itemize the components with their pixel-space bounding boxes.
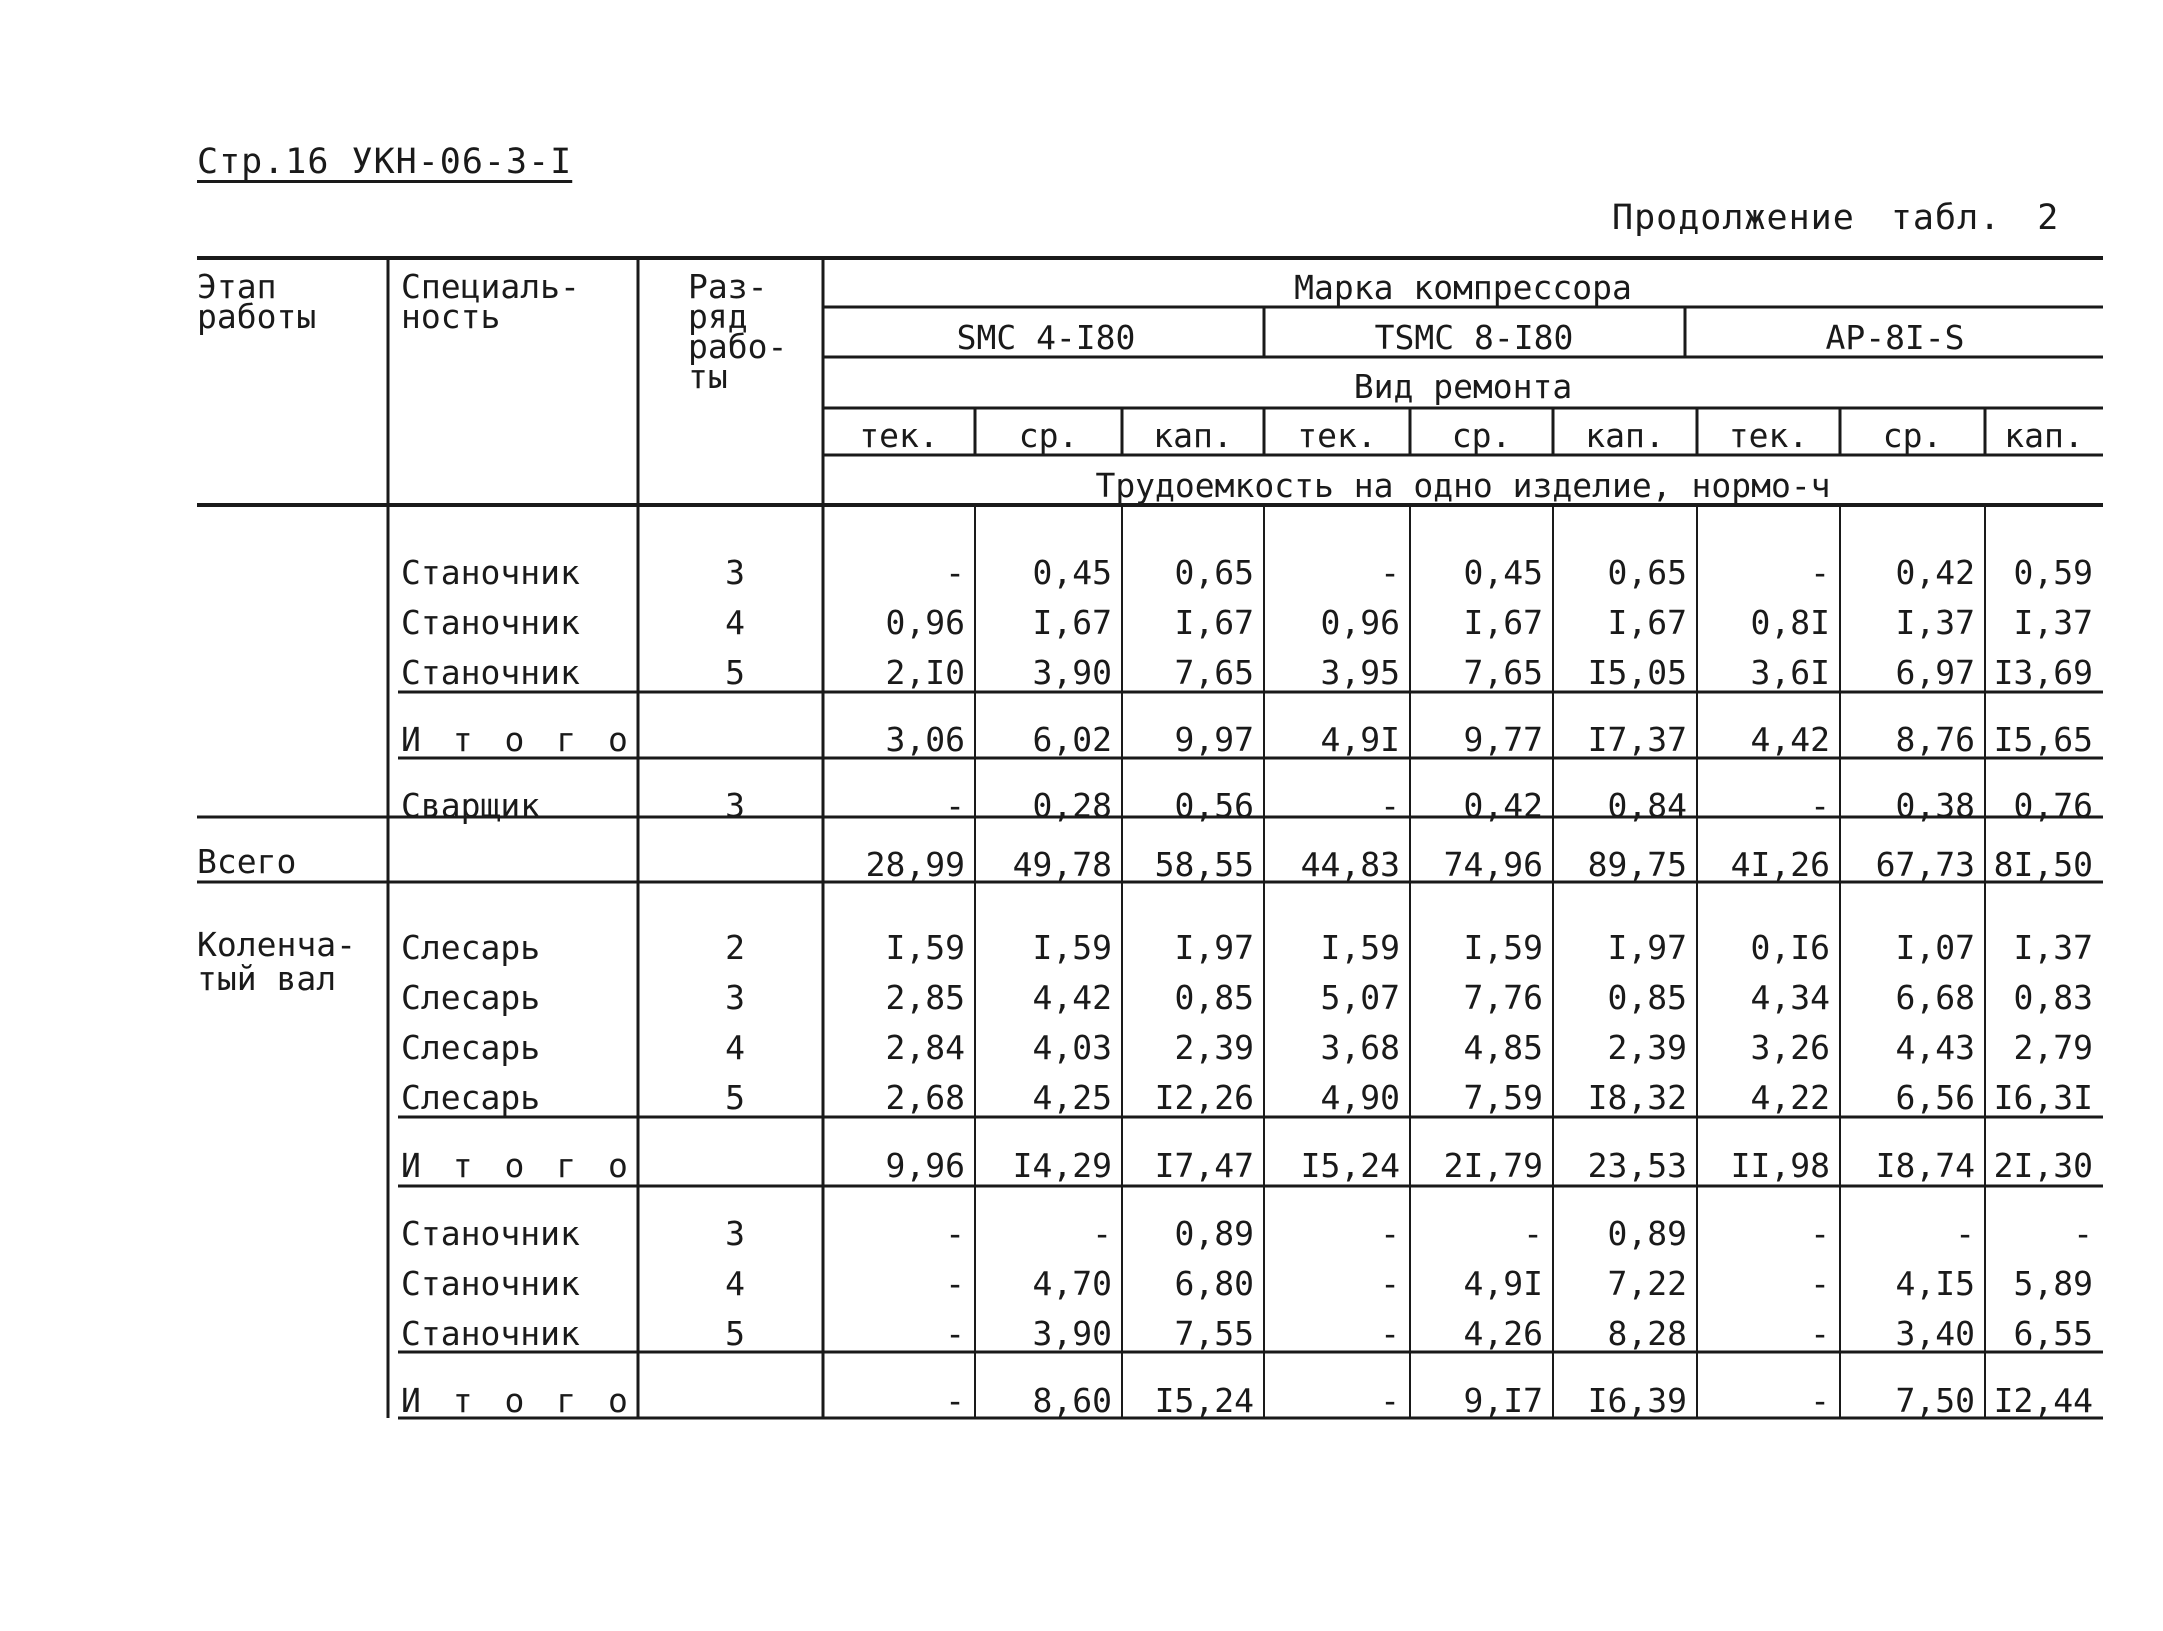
header-repair-type: Вид ремонта bbox=[1353, 367, 1573, 406]
row-specialty: Станочник bbox=[401, 553, 580, 592]
table-cell: - bbox=[945, 1214, 965, 1253]
table-cell: I5,05 bbox=[1587, 653, 1687, 692]
table-cell: 0,96 bbox=[1320, 603, 1400, 642]
table-cell: 4,9I bbox=[1463, 1264, 1543, 1303]
table-cell: 7,59 bbox=[1463, 1078, 1543, 1117]
table-cell: - bbox=[1810, 1264, 1830, 1303]
table-cell: 7,76 bbox=[1463, 978, 1543, 1017]
table-cell: 8,76 bbox=[1895, 720, 1975, 759]
table-cell: 7,55 bbox=[1174, 1314, 1254, 1353]
table-cell: 3,68 bbox=[1320, 1028, 1400, 1067]
table-cell: 89,75 bbox=[1587, 845, 1687, 884]
table-cell: I,37 bbox=[1895, 603, 1975, 642]
table-cell: I,67 bbox=[1463, 603, 1543, 642]
table-cell: I,37 bbox=[2013, 928, 2093, 967]
table-cell: 8,60 bbox=[1032, 1381, 1112, 1420]
table-cell: 4,03 bbox=[1032, 1028, 1112, 1067]
table-cell: 3,95 bbox=[1320, 653, 1400, 692]
table-cell: II,98 bbox=[1730, 1146, 1830, 1185]
header-repair-kind: ср. bbox=[1451, 416, 1512, 455]
table-cell: 2,39 bbox=[1607, 1028, 1687, 1067]
table-cell: 0,85 bbox=[1174, 978, 1254, 1017]
table-cell: 58,55 bbox=[1154, 845, 1254, 884]
table-cell: - bbox=[1092, 1214, 1112, 1253]
table-cell: 4,25 bbox=[1032, 1078, 1112, 1117]
table-cell: 2I,79 bbox=[1443, 1146, 1543, 1185]
table-cell: 2,I0 bbox=[885, 653, 965, 692]
table-cell: 4,26 bbox=[1463, 1314, 1543, 1353]
row-grade: 4 bbox=[725, 603, 745, 642]
table-cell: I,59 bbox=[1463, 928, 1543, 967]
row-grade: 3 bbox=[725, 553, 745, 592]
table-continuation-label: Продолжение табл. 2 bbox=[1612, 198, 2060, 238]
table-cell: I5,24 bbox=[1300, 1146, 1400, 1185]
table-cell: 8,28 bbox=[1607, 1314, 1687, 1353]
table-cell: I,67 bbox=[1607, 603, 1687, 642]
table-cell: 2,68 bbox=[885, 1078, 965, 1117]
table-cell: - bbox=[945, 1264, 965, 1303]
table-cell: 4,22 bbox=[1750, 1078, 1830, 1117]
table-cell: - bbox=[945, 786, 965, 825]
table-cell: 0,28 bbox=[1032, 786, 1112, 825]
table-cell: - bbox=[1380, 1314, 1400, 1353]
header-repair-kind: кап. bbox=[1153, 416, 1233, 455]
header-repair-kind: ср. bbox=[1882, 416, 1943, 455]
table-cell: 6,97 bbox=[1895, 653, 1975, 692]
table-cell: 4,42 bbox=[1032, 978, 1112, 1017]
header-model: TSMC 8-I80 bbox=[1374, 318, 1574, 357]
table-cell: I5,65 bbox=[1993, 720, 2093, 759]
table-cell: 7,65 bbox=[1463, 653, 1543, 692]
table-cell: - bbox=[1380, 1264, 1400, 1303]
table-cell: - bbox=[1523, 1214, 1543, 1253]
table-cell: 0,8I bbox=[1750, 603, 1830, 642]
header-specialty: Специаль- ность bbox=[401, 267, 580, 336]
table-cell: - bbox=[945, 1314, 965, 1353]
table-cell: - bbox=[1380, 1214, 1400, 1253]
header-model: AP-8I-S bbox=[1825, 318, 1965, 357]
table-cell: 4,90 bbox=[1320, 1078, 1400, 1117]
row-stage: Всего bbox=[197, 842, 297, 881]
table-cell: 9,I7 bbox=[1463, 1381, 1543, 1420]
row-grade: 4 bbox=[725, 1028, 745, 1067]
table-cell: 2,79 bbox=[2013, 1028, 2093, 1067]
table-cell: 0,84 bbox=[1607, 786, 1687, 825]
page-header: Стр.16 УКН-06-3-I bbox=[197, 142, 573, 182]
subtotal-label: И т о г о bbox=[401, 1146, 634, 1185]
table-cell: 4,34 bbox=[1750, 978, 1830, 1017]
table-cell: 4,43 bbox=[1895, 1028, 1975, 1067]
table-cell: 4,42 bbox=[1750, 720, 1830, 759]
table-cell: 3,26 bbox=[1750, 1028, 1830, 1067]
header-repair-kind: тек. bbox=[859, 416, 939, 455]
table-cell: 7,50 bbox=[1895, 1381, 1975, 1420]
table-cell: 0,59 bbox=[2013, 553, 2093, 592]
table-cell: I8,32 bbox=[1587, 1078, 1687, 1117]
table-cell: 0,42 bbox=[1895, 553, 1975, 592]
header-repair-kind: тек. bbox=[1297, 416, 1377, 455]
row-grade: 3 bbox=[725, 978, 745, 1017]
table-cell: 0,76 bbox=[2013, 786, 2093, 825]
header-repair-kind: кап. bbox=[1585, 416, 1665, 455]
row-grade: 2 bbox=[725, 928, 745, 967]
table-cell: 0,56 bbox=[1174, 786, 1254, 825]
table-cell: 0,I6 bbox=[1750, 928, 1830, 967]
table-cell: - bbox=[945, 1381, 965, 1420]
header-compressor-brand: Марка компрессора bbox=[1294, 268, 1632, 307]
table-cell: 2I,30 bbox=[1993, 1146, 2093, 1185]
table-cell: I7,47 bbox=[1154, 1146, 1254, 1185]
row-grade: 5 bbox=[725, 1314, 745, 1353]
table-cell: 2,39 bbox=[1174, 1028, 1254, 1067]
table-cell: I5,24 bbox=[1154, 1381, 1254, 1420]
table-cell: 0,65 bbox=[1174, 553, 1254, 592]
row-grade: 3 bbox=[725, 786, 745, 825]
table-cell: 4I,26 bbox=[1730, 845, 1830, 884]
table-cell: 74,96 bbox=[1443, 845, 1543, 884]
row-specialty: Слесарь bbox=[401, 928, 541, 967]
table-cell: 0,45 bbox=[1463, 553, 1543, 592]
table-cell: 6,80 bbox=[1174, 1264, 1254, 1303]
table-cell: - bbox=[1380, 786, 1400, 825]
table-cell: 7,65 bbox=[1174, 653, 1254, 692]
table-cell: 2,85 bbox=[885, 978, 965, 1017]
table-cell: 0,45 bbox=[1032, 553, 1112, 592]
row-stage: Коленча- тый вал bbox=[197, 925, 356, 998]
table-cell: 0,96 bbox=[885, 603, 965, 642]
table-cell: 67,73 bbox=[1875, 845, 1975, 884]
table-cell: 5,07 bbox=[1320, 978, 1400, 1017]
header-repair-kind: ср. bbox=[1018, 416, 1079, 455]
row-specialty: Станочник bbox=[401, 653, 580, 692]
table-cell: 0,89 bbox=[1607, 1214, 1687, 1253]
table-cell: 44,83 bbox=[1300, 845, 1400, 884]
row-specialty: Станочник bbox=[401, 1214, 580, 1253]
table-cell: 6,02 bbox=[1032, 720, 1112, 759]
row-specialty: Слесарь bbox=[401, 978, 541, 1017]
table-cell: - bbox=[2073, 1214, 2093, 1253]
table-cell: 2,84 bbox=[885, 1028, 965, 1067]
table-cell: I6,3I bbox=[1993, 1078, 2093, 1117]
header-model: SMC 4-I80 bbox=[956, 318, 1136, 357]
table-cell: 0,65 bbox=[1607, 553, 1687, 592]
row-grade: 5 bbox=[725, 1078, 745, 1117]
table-cell: 0,85 bbox=[1607, 978, 1687, 1017]
table-cell: 9,97 bbox=[1174, 720, 1254, 759]
table-cell: I,37 bbox=[2013, 603, 2093, 642]
table-cell: 8I,50 bbox=[1993, 845, 2093, 884]
table-cell: - bbox=[1810, 786, 1830, 825]
table-cell: I2,26 bbox=[1154, 1078, 1254, 1117]
table-cell: - bbox=[1810, 1214, 1830, 1253]
table-cell: - bbox=[1810, 1314, 1830, 1353]
table-cell: 3,40 bbox=[1895, 1314, 1975, 1353]
table-cell: I,97 bbox=[1607, 928, 1687, 967]
table-cell: 4,85 bbox=[1463, 1028, 1543, 1067]
table-cell: 23,53 bbox=[1587, 1146, 1687, 1185]
table-cell: 0,42 bbox=[1463, 786, 1543, 825]
table-cell: 49,78 bbox=[1012, 845, 1112, 884]
table-cell: - bbox=[1955, 1214, 1975, 1253]
row-grade: 3 bbox=[725, 1214, 745, 1253]
row-grade: 5 bbox=[725, 653, 745, 692]
table-cell: 3,90 bbox=[1032, 653, 1112, 692]
row-specialty: Слесарь bbox=[401, 1078, 541, 1117]
table-cell: 0,89 bbox=[1174, 1214, 1254, 1253]
table-cell: - bbox=[1810, 553, 1830, 592]
row-specialty: Слесарь bbox=[401, 1028, 541, 1067]
table-cell: I7,37 bbox=[1587, 720, 1687, 759]
table-cell: 5,89 bbox=[2013, 1264, 2093, 1303]
table-cell: I3,69 bbox=[1993, 653, 2093, 692]
table-cell: I,97 bbox=[1174, 928, 1254, 967]
table-cell: 3,90 bbox=[1032, 1314, 1112, 1353]
header-grade: Раз- ряд рабо- ты bbox=[688, 267, 788, 396]
table-cell: I8,74 bbox=[1875, 1146, 1975, 1185]
table-cell: 0,83 bbox=[2013, 978, 2093, 1017]
table-cell: I4,29 bbox=[1012, 1146, 1112, 1185]
subtotal-label: И т о г о bbox=[401, 720, 634, 759]
header-repair-kind: кап. bbox=[2004, 416, 2084, 455]
table-cell: 7,22 bbox=[1607, 1264, 1687, 1303]
table-cell: 4,9I bbox=[1320, 720, 1400, 759]
table-cell: I,59 bbox=[1032, 928, 1112, 967]
header-stage: Этап работы bbox=[197, 267, 317, 336]
table-cell: I,59 bbox=[1320, 928, 1400, 967]
row-specialty: Станочник bbox=[401, 1264, 580, 1303]
table-cell: 3,06 bbox=[885, 720, 965, 759]
table-cell: 28,99 bbox=[865, 845, 965, 884]
table-cell: - bbox=[1810, 1381, 1830, 1420]
table-cell: 0,38 bbox=[1895, 786, 1975, 825]
table-cell: I2,44 bbox=[1993, 1381, 2093, 1420]
subtotal-label: И т о г о bbox=[401, 1381, 634, 1420]
header-labor-unit: Трудоемкость на одно изделие, нормо-ч bbox=[1095, 466, 1831, 505]
row-specialty: Сварщик bbox=[401, 786, 541, 825]
table-cell: - bbox=[1380, 553, 1400, 592]
table-cell: 3,6I bbox=[1750, 653, 1830, 692]
header-repair-kind: тек. bbox=[1728, 416, 1809, 455]
row-specialty: Станочник bbox=[401, 1314, 580, 1353]
table-cell: 4,I5 bbox=[1895, 1264, 1975, 1303]
table-cell: I,07 bbox=[1895, 928, 1975, 967]
table-cell: 6,68 bbox=[1895, 978, 1975, 1017]
table-cell: 9,96 bbox=[885, 1146, 965, 1185]
row-specialty: Станочник bbox=[401, 603, 580, 642]
table-cell: - bbox=[1380, 1381, 1400, 1420]
table-cell: - bbox=[945, 553, 965, 592]
table-cell: 9,77 bbox=[1463, 720, 1543, 759]
row-grade: 4 bbox=[725, 1264, 745, 1303]
table-cell: I,67 bbox=[1174, 603, 1254, 642]
table-cell: I6,39 bbox=[1587, 1381, 1687, 1420]
table-cell: I,67 bbox=[1032, 603, 1112, 642]
table-cell: 4,70 bbox=[1032, 1264, 1112, 1303]
table-cell: I,59 bbox=[885, 928, 965, 967]
table-cell: 6,56 bbox=[1895, 1078, 1975, 1117]
table-cell: 6,55 bbox=[2013, 1314, 2093, 1353]
